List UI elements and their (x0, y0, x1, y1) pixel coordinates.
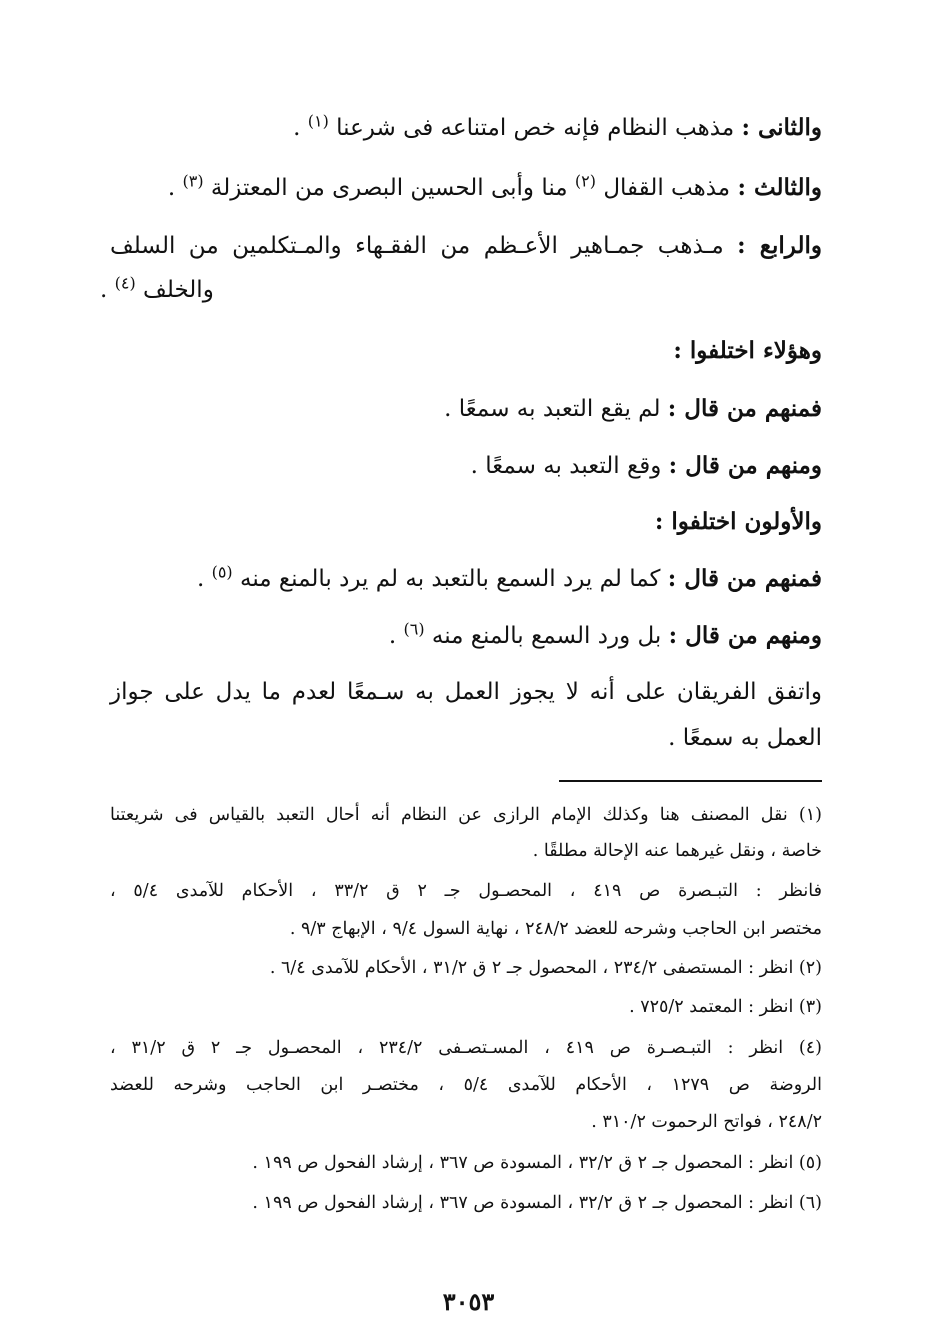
footnote-1-line-4: مختصر ابن الحاجب وشرحه للعضد ٢٤٨/٢ ، نهاية السول ٩/٤ ، الإبهاج ٩/٣ . (289, 919, 822, 939)
paragraph-some-said-2 (471, 448, 822, 484)
footnote-5: (٥) انظر : المحصول جـ ٢ ق ٣٢/٢ ، المسودة ص ٣٦٧ ، إرشاد الفحول ص ١٩٩ . (252, 1153, 822, 1173)
paragraph-lead: والثانى : (741, 114, 822, 141)
paragraph-text: لم يقع التعبد به سمعًا . (444, 396, 668, 422)
paragraph-fourth-view-cont (100, 272, 214, 308)
paragraph-text: منا وأبى الحسين البصرى من المعتزلة (203, 175, 575, 201)
paragraph-lead: والأولون اختلفوا : (654, 508, 822, 535)
footnote-ref-3[interactable]: (٣) (182, 171, 204, 191)
paragraph-lead: وهؤلاء اختلفوا : (673, 337, 822, 364)
footnote-separator (559, 780, 822, 782)
paragraph-text: العمل به سمعًا . (668, 725, 822, 751)
paragraph-lead: والثالث : (737, 174, 822, 201)
heading-first-group-differed (655, 504, 822, 540)
paragraph-text: بل ورد السمع بالمنع منه (424, 623, 669, 649)
paragraph-text: وقع التعبد به سمعًا . (470, 453, 669, 479)
paragraph-end: . (167, 175, 183, 201)
footnote-3: (٣) انظر : المعتمد ٧٢٥/٢ . (629, 997, 822, 1017)
paragraph-some-said-1 (444, 391, 822, 427)
footnote-ref-1[interactable]: (١) (307, 111, 329, 131)
paragraph-text: مـذهب جمـاهير الأعـظم من الفقـهاء والمـتكلمين من السلف (110, 233, 738, 259)
paragraph-text: واتفق الفريقان على أنه لا يجوز العمل به سـمعًا لعدم ما يدل على جواز (110, 679, 822, 705)
paragraph-lead: ومنهم من قال : (668, 452, 822, 479)
footnote-6: (٦) انظر : المحصول جـ ٢ ق ٣٢/٢ ، المسودة ص ٣٦٧ ، إرشاد الفحول ص ١٩٩ . (252, 1193, 822, 1213)
paragraph-text: والخلف (135, 277, 214, 303)
footnote-1-line-2: خاصة ، ونقل غيرهما عنه الإحالة مطلقًا . (532, 841, 822, 861)
footnote-1-line-1: (١) نقل المصنف هنا وكذلك الإمام الرازى عن النظام أنه أحال التعبد بالقياس فى شريعتنا (110, 805, 822, 825)
paragraph-text: مذهب القفال (596, 175, 738, 201)
paragraph-lead: فمنهم من قال : (667, 395, 822, 422)
footnote-4-line-2: الروضة ص ١٢٧٩ ، الأحكام للآمدى ٥/٤ ، مختصـر ابن الحاجب وشرحه للعضد (110, 1075, 822, 1095)
footnote-ref-5[interactable]: (٥) (211, 562, 233, 582)
heading-these-differed (673, 333, 822, 369)
paragraph-end: . (196, 566, 212, 592)
page-number: ٣٠٥٣ (442, 1287, 495, 1316)
paragraph-text: مذهب النظام فإنه خص امتناعه فى شرعنا (328, 115, 742, 141)
paragraph-end: . (293, 115, 308, 141)
paragraph-text: كما لم يرد السمع بالتعبد به لم يرد بالمنع منه (232, 566, 668, 592)
paragraph-fourth-view (110, 228, 822, 264)
paragraph-agreement-cont (668, 720, 822, 756)
paragraph-agreement (110, 674, 822, 710)
paragraph-lead: ومنهم من قال : (668, 622, 822, 649)
paragraph-lead: والرابع : (737, 232, 822, 259)
footnote-ref-2[interactable]: (٢) (574, 171, 597, 191)
paragraph-lead: فمنهم من قال : (667, 565, 822, 592)
footnote-ref-6[interactable]: (٦) (403, 619, 425, 639)
paragraph-some-said-4 (389, 618, 822, 654)
paragraph-end: . (100, 277, 115, 303)
paragraph-end: . (388, 623, 404, 649)
footnote-4-line-1: (٤) انظر : التبـصـرة ص ٤١٩ ، المسـتصـفى ٢٣٤/٢ ، المحصـول جـ ٢ ق ٣١/٢ ، (110, 1038, 822, 1058)
footnote-1-line-3: فانظر : التبـصرة ص ٤١٩ ، المحصـول جـ ٢ ق ٣٣/٢ ، الأحكام للآمدى ٥/٤ ، (110, 881, 822, 901)
footnote-2: (٢) انظر : المستصفى ٢٣٤/٢ ، المحصول جـ ٢ ق ٣١/٢ ، الأحكام للآمدى ٦/٤ . (269, 958, 822, 978)
paragraph-some-said-3 (197, 561, 822, 597)
footnote-4-line-3: ٢٤٨/٢ ، فواتح الرحموت ٣١٠/٢ . (591, 1112, 822, 1132)
footnote-ref-4[interactable]: (٤) (114, 273, 136, 293)
paragraph-third-view (168, 170, 822, 206)
paragraph-second-view (293, 110, 822, 146)
